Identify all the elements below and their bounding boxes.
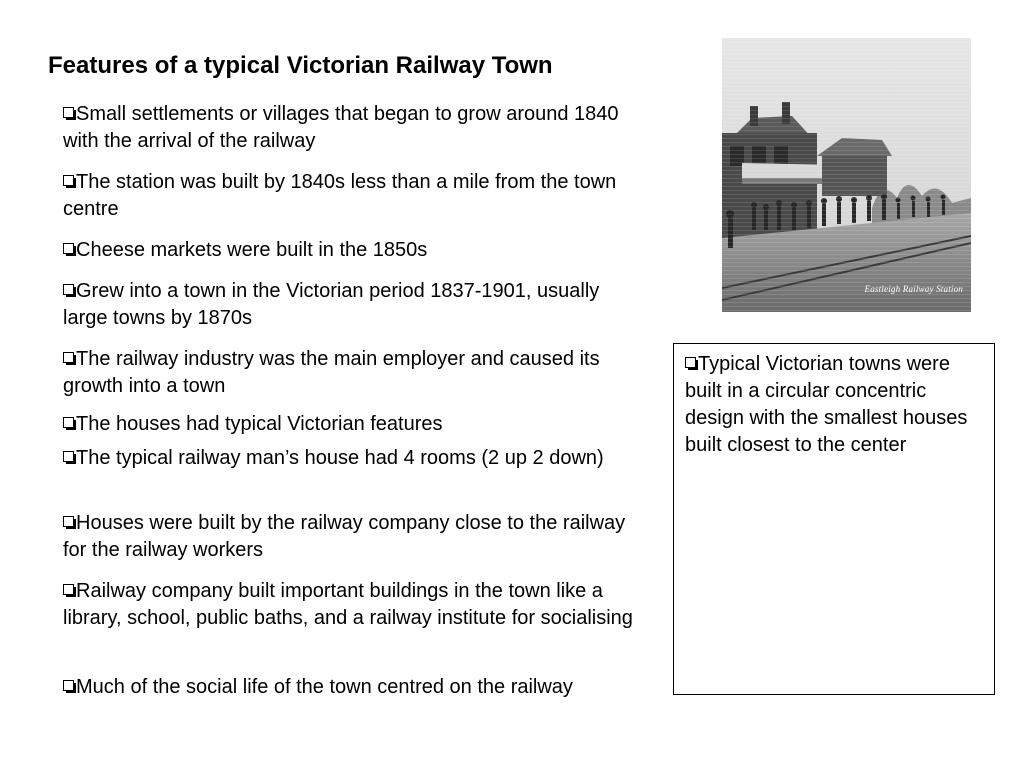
checkbox-bullet-icon [63, 451, 74, 462]
bullet-item [63, 411, 638, 438]
bullet-text: The typical railway man’s house had 4 rooms (2 up 2 down) [76, 447, 604, 469]
bullet-text: Railway company built important buildings in the town like a library, school, public baths, and a railway institute for socialising [63, 580, 633, 629]
checkbox-bullet-icon [63, 516, 74, 527]
checkbox-bullet-icon [63, 584, 74, 595]
slide-title: Features of a typical Victorian Railway Town [48, 52, 553, 79]
bullet-item [63, 237, 638, 264]
bullet-text: The railway industry was the main employer and caused its growth into a town [63, 348, 600, 397]
bullet-text: Houses were built by the railway company close to the railway for the railway workers [63, 512, 626, 561]
bullet-item [63, 674, 638, 701]
photo-caption: Eastleigh Railway Station [864, 284, 963, 294]
side-note-box [673, 343, 995, 695]
bullet-item [63, 101, 638, 155]
bullet-item [63, 346, 638, 400]
bullet-text: The station was built by 1840s less than a mile from the town centre [63, 171, 617, 220]
bullet-text: Small settlements or villages that began to grow around 1840 with the arrival of the railway [63, 103, 619, 152]
checkbox-bullet-icon [63, 175, 74, 186]
bullet-item [63, 278, 638, 332]
bullet-text: Grew into a town in the Victorian period 1837-1901, usually large towns by 1870s [63, 280, 600, 329]
checkbox-bullet-icon [63, 417, 74, 428]
checkbox-bullet-icon [63, 243, 74, 254]
checkbox-bullet-icon [685, 357, 696, 368]
bullet-item [63, 578, 638, 632]
bullet-item [63, 510, 638, 564]
photograph-icon [722, 38, 971, 312]
side-note [685, 351, 986, 459]
bullet-text: Cheese markets were built in the 1850s [76, 239, 428, 261]
bullet-item [63, 169, 638, 223]
bullet-text: Much of the social life of the town centred on the railway [76, 676, 573, 698]
checkbox-bullet-icon [63, 107, 74, 118]
checkbox-bullet-icon [63, 284, 74, 295]
bullet-text: The houses had typical Victorian features [76, 413, 443, 435]
bullet-item [63, 445, 638, 472]
checkbox-bullet-icon [63, 352, 74, 363]
side-note-text: Typical Victorian towns were built in a circular concentric design with the smallest houses built closest to the center [685, 353, 968, 456]
checkbox-bullet-icon [63, 680, 74, 691]
railway-station-photo [722, 38, 971, 312]
